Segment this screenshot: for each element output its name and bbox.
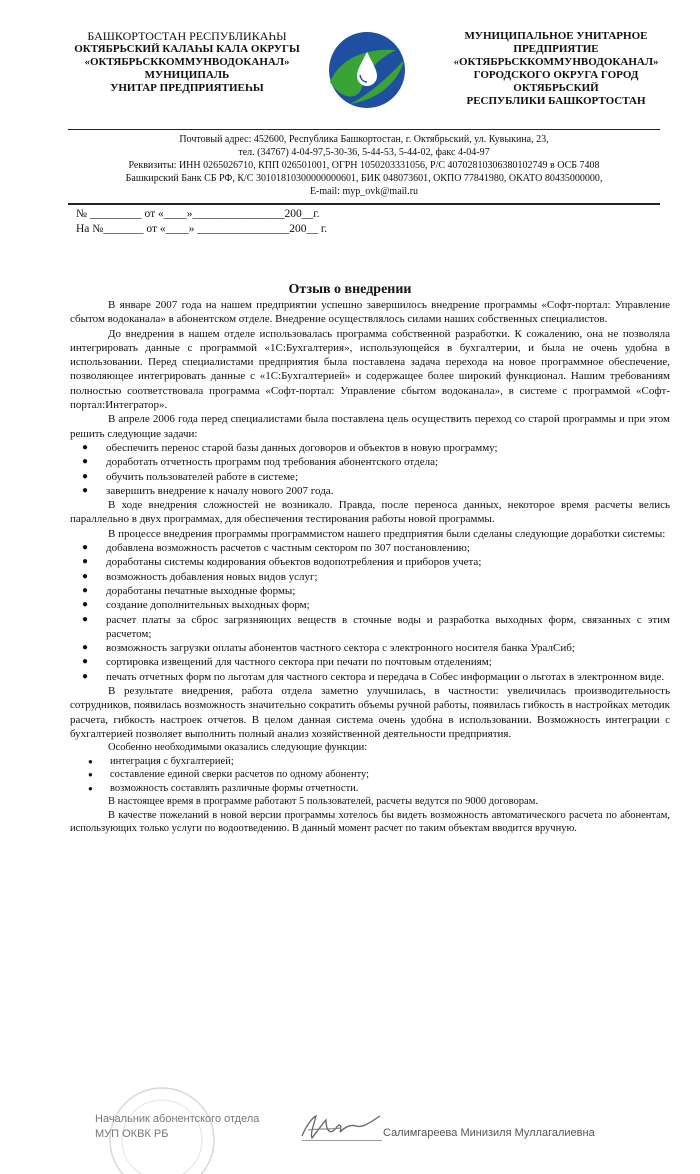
list-item: ● завершить внедрение к началу нового 2007 года. xyxy=(70,484,670,498)
list-item: ● доработать отчетность программ под требования абонентского отдела; xyxy=(70,455,670,469)
contacts-line: Почтовый адрес: 452600, Республика Башкортостан, г. Октябрьский, ул. Кувыкина, 23, xyxy=(179,134,549,145)
improvements-list xyxy=(70,541,670,684)
contacts-line: Башкирский Банк СБ РФ, К/С 30101810300000000601, БИК 048073601, ОКПО 77841980, ОКАТО 80435000000, xyxy=(125,173,603,184)
header-right-line: ПРЕДПРИЯТИЕ xyxy=(513,43,599,55)
signer-org-line: МУП ОКВК РБ xyxy=(95,1128,169,1140)
header-right-block xyxy=(440,30,672,108)
header-left-line: ОКТЯБРЬСКИЙ КАЛАҺЫ КАЛА ОКРУГЫ xyxy=(74,43,300,55)
paragraph: В качестве пожеланий в новой версии программы хотелось бы видеть возможность автоматического расчета по абонентам, использующих только услуги по водоотведению. В данный момент расчет по таким объектам вводится вручную. xyxy=(70,809,670,835)
header-right-line: МУНИЦИПАЛЬНОЕ УНИТАРНОЕ xyxy=(464,30,648,42)
letter-body xyxy=(70,298,670,836)
header-left-line: «ОКТЯБРЬСККОММУНВОДОКАНАЛ» xyxy=(84,56,290,68)
header-left-line: МУНИЦИПАЛЬ xyxy=(144,69,230,81)
list-item: ● расчет платы за сброс загрязняющих веществ в сточные воды и разработка выходных форм, связанных с этим расчетом; xyxy=(70,613,670,642)
document-title: Отзыв о внедрении xyxy=(288,282,412,297)
signer-position xyxy=(95,1112,259,1142)
signer-name: Салимгареева Минизиля Муллагалиевна xyxy=(383,1127,595,1139)
header-right-line: ОКТЯБРЬСКИЙ xyxy=(513,82,599,94)
signer-position-line: Начальник абонентского отдела xyxy=(95,1113,260,1125)
paragraph: В январе 2007 года на нашем предприятии успешно завершилось внедрение программы «Софт-портал: Управление сбытом водоканала» в абонентском отделе. Внедрение осуществлялось силами наших собственных специалистов. xyxy=(70,299,670,326)
list-item: ● возможность составлять различные формы отчетности. xyxy=(70,782,670,796)
list-item: ● составление единой сверки расчетов по одному абоненту; xyxy=(70,768,670,782)
paragraph: В настоящее время в программе работают 5 пользователей, расчеты ведутся по 9000 договорам. xyxy=(108,796,538,808)
paragraph: Особенно необходимыми оказались следующие функции: xyxy=(108,742,368,754)
divider xyxy=(68,129,660,130)
list-item: ● интеграция с бухгалтерией; xyxy=(70,755,670,769)
incoming-ref: На №_______ от «____» ________________200__ г. xyxy=(76,223,328,235)
list-item: ● возможность добавления новых видов услуг; xyxy=(70,570,670,584)
list-item: ● создание дополнительных выходных форм; xyxy=(70,598,670,612)
header-right-line: «ОКТЯБРЬСККОММУНВОДОКАНАЛ» xyxy=(453,56,659,68)
list-item: ● обучить пользователей работе в системе; xyxy=(70,470,670,484)
contacts-line: Реквизиты: ИНН 0265026710, КПП 026501001, ОГРН 1050203331056, Р/С 40702810306380102749 в ОСБ 7408 xyxy=(128,160,600,171)
header-right-line: РЕСПУБЛИКИ БАШКОРТОСТАН xyxy=(466,95,646,107)
paragraph: До внедрения в нашем отделе использовалась программа собственной разработки. К сожалению, она не позволяла интегрировать данные с программой «1С:Бухгалтерия», использующейся в бухгалтерии, и была не очень удобна в использовании. Перед специалистами предприятия была поставлена задача перехода на новое программное обеспечение, позволяющее интегрировать данные с «1С:Бухгалтерией» и содержащее более широкий функционал. Нашим требованиям полностью соответствовала программа «Софт-портал: Управление сбытом водоканала», в системе с программой «Софт-портал:Интегратор». xyxy=(70,327,670,412)
paragraph: В ходе внедрения сложностей не возникало. Правда, после переноса данных, некоторое время расчеты велись параллельно в двух программах, для обеспечения тестирования работы новой программы. xyxy=(70,499,670,526)
header-left-block xyxy=(62,30,312,95)
paragraph: В процессе внедрения программы программистом нашего предприятия были сделаны следующие доработки системы: xyxy=(108,527,666,540)
list-item: ● печать отчетных форм по льготам для частного сектора и передача в Собес информации о льготах в электронном виде. xyxy=(70,670,670,684)
functions-list xyxy=(70,755,670,796)
list-item: ● доработаны печатные выходные формы; xyxy=(70,584,670,598)
list-item: ● добавлена возможность расчетов с частным сектором по 307 постановлению; xyxy=(70,541,670,555)
list-item: ● сортировка извещений для частного сектора при печати по почтовым отделениям; xyxy=(70,655,670,669)
paragraph: В результате внедрения, работа отдела заметно улучшилась, в частности: увеличилась производительность сотрудников, появилась возможность значительно сократить объемы ручной работы, появилась гибкость в настройках методик расчета, гибкость настроек отчетов. В целом данная система очень удобна в использовании. Возможность интеграции с бухгалтерией позволяет выполнить полный анализ хозяйственной деятельности предприятия. xyxy=(70,685,670,740)
list-item: ● возможность загрузки оплаты абонентов частного сектора с электронного носителя банка УралСиб; xyxy=(70,641,670,655)
header-left-line: БАШКОРТОСТАН РЕСПУБЛИКАҺЫ xyxy=(87,29,287,43)
signature-line xyxy=(302,1140,382,1141)
paragraph: В апреле 2006 года перед специалистами была поставлена цель осуществить переход со старой программы и при этом решить следующие задачи: xyxy=(70,413,670,440)
header-right-line: ГОРОДСКОГО ОКРУГА ГОРОД xyxy=(473,69,639,81)
list-item: ● доработаны системы кодирования объектов водопотребления и приборов учета; xyxy=(70,555,670,569)
list-item: ● обеспечить перенос старой базы данных договоров и объектов в новую программу; xyxy=(70,441,670,455)
contacts-line: тел. (34767) 4-04-97,5-30-36, 5-44-53, 5-44-02, факс 4-04-97 xyxy=(238,147,490,158)
reference-numbers xyxy=(76,207,327,237)
contacts-block xyxy=(68,133,660,198)
header-left-line: УНИТАР ПРЕДПРИЯТИЕҺЫ xyxy=(110,82,264,94)
divider xyxy=(68,203,660,205)
outgoing-ref: № _________ от «____»________________200__г. xyxy=(76,208,320,220)
vodokanal-logo-icon xyxy=(326,30,408,110)
contacts-line: E-mail: myp_ovk@mail.ru xyxy=(309,186,419,197)
tasks-list xyxy=(70,441,670,498)
